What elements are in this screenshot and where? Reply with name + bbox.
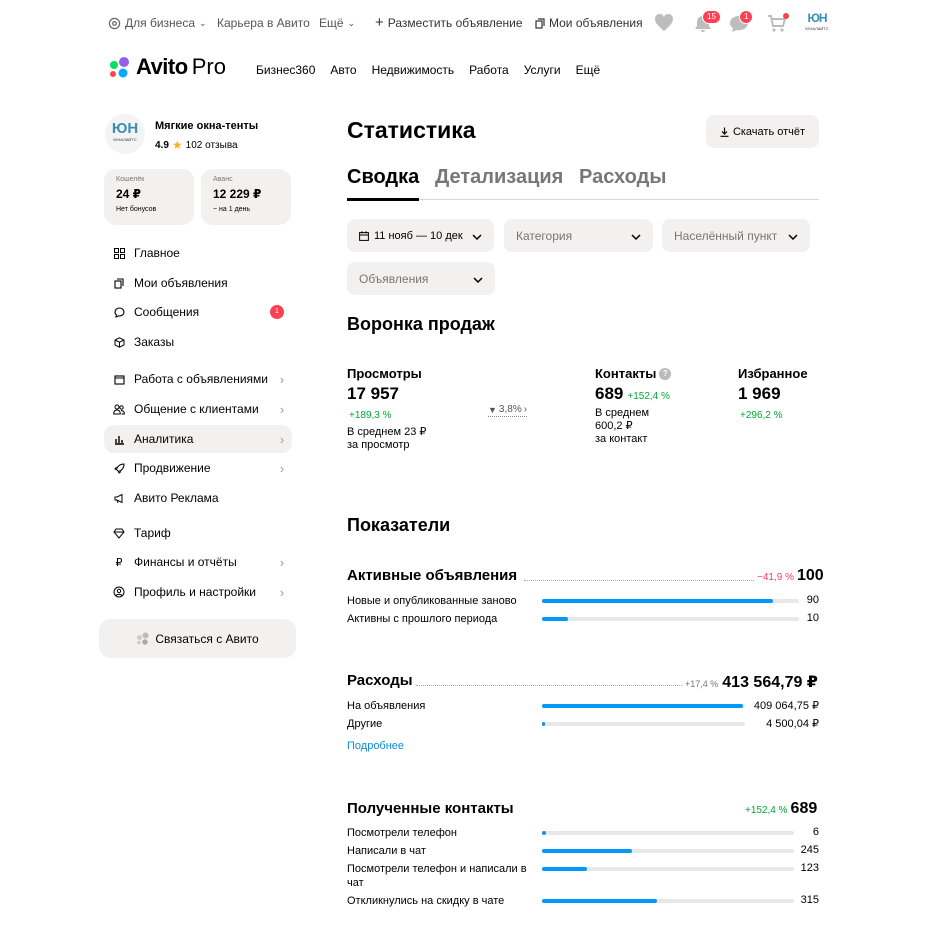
chevron-right-icon: › — [279, 371, 285, 387]
download-report-button[interactable] — [706, 115, 819, 148]
profile-name[interactable]: Мягкие окна-тенты — [155, 120, 259, 132]
chevron-right-icon: › — [279, 431, 285, 447]
contacts-change: +152,4 % — [627, 391, 670, 402]
rocket-icon — [114, 463, 125, 474]
avatar-sub: ЮНАЛАЙТС — [805, 26, 829, 31]
indicator-row-label: Посмотрели телефон и написали в чат — [347, 863, 527, 889]
profile-logo-text: ЮН — [111, 120, 139, 137]
sidebar-item-label: Сообщения — [134, 305, 200, 319]
profile-rating[interactable] — [155, 138, 238, 152]
sidebar-item-profile[interactable] — [104, 578, 292, 606]
copy-icon — [114, 278, 124, 289]
indicator-bar-track — [542, 899, 794, 903]
sidebar-item-finance[interactable] — [104, 548, 292, 576]
indicator-row-label: Откликнулись на скидку в чате — [347, 895, 505, 907]
funnel-title: Воронка продаж — [347, 314, 495, 334]
nav-auto[interactable]: Авто — [330, 63, 357, 77]
nav-realty[interactable]: Недвижимость — [371, 63, 455, 77]
contacts-avg-line3: за контакт — [595, 433, 648, 445]
views-value: 17 957 — [347, 384, 399, 403]
sidebar-item-label: Мои объявления — [134, 276, 228, 290]
download-report-label: Скачать отчёт — [732, 125, 806, 138]
date-range-value: 11 нояб — 10 дек — [374, 229, 463, 242]
main-nav — [256, 63, 600, 77]
sidebar-item-my-ads[interactable] — [104, 269, 292, 297]
ruble-icon: ₽ — [115, 556, 123, 569]
tab-details[interactable]: Детализация — [435, 166, 564, 188]
indicator-bar-fill — [542, 849, 632, 853]
indicator-row-label: Посмотрели телефон — [347, 827, 457, 839]
page-title: Статистика — [347, 117, 476, 143]
sidebar-item-orders[interactable] — [104, 328, 292, 356]
indicator-bar-fill — [542, 704, 743, 708]
sidebar-item-label: Тариф — [134, 526, 171, 540]
city-placeholder: Населённый пункт — [674, 228, 778, 243]
indicator-row-value: 10 — [806, 612, 819, 624]
users-icon — [113, 404, 125, 415]
avatar-text: ЮН — [807, 11, 827, 25]
wallet-card[interactable] — [104, 169, 194, 225]
nav-jobs[interactable]: Работа — [469, 63, 509, 77]
advance-amount: 12 229 ₽ — [213, 187, 262, 201]
star-icon: ★ — [171, 138, 183, 152]
sidebar-item-promotion[interactable] — [104, 454, 292, 482]
download-icon — [720, 127, 729, 137]
indicator-row-value: 315 — [800, 894, 819, 906]
advance-label: Аванс — [213, 176, 233, 183]
conversion-value: 3,8% — [498, 404, 522, 415]
views-change: +189,3 % — [349, 410, 392, 421]
logo-pro: Pro — [191, 54, 226, 79]
folder-icon — [114, 374, 125, 385]
filter-funnel-icon: ▼ — [488, 404, 497, 415]
indicator-row-value: 4 500,04 ₽ — [766, 718, 819, 730]
plus-icon: + — [375, 14, 384, 31]
profile-logo[interactable] — [105, 114, 145, 154]
indicator-bar-track — [542, 849, 794, 853]
wallet-note: Нет бонусов — [116, 206, 157, 213]
indicator-bar-track — [542, 599, 799, 603]
favorites-change: +296,2 % — [740, 410, 783, 421]
post-ad-label: Разместить объявление — [387, 16, 523, 30]
indicator-row-value: 90 — [806, 594, 819, 606]
my-ads-link[interactable] — [535, 16, 643, 30]
chevron-right-icon: › — [279, 401, 285, 417]
bar-chart-icon — [114, 434, 125, 445]
chevron-right-icon: › — [279, 460, 285, 476]
sidebar-item-ads-platform[interactable] — [104, 484, 292, 512]
help-icon[interactable]: ? — [659, 368, 671, 380]
contacts-avg-line1: В среднем — [595, 407, 650, 419]
indicators-title: Показатели — [347, 515, 451, 535]
contact-avito-button[interactable] — [99, 619, 296, 658]
indicator-bar-fill — [542, 599, 773, 603]
messages-button[interactable] — [729, 12, 751, 34]
indicator-row-label: Другие — [347, 718, 383, 730]
indicator-row-label: Новые и опубликованные заново — [347, 595, 517, 607]
favorites-value: 1 969 — [738, 384, 781, 403]
calendar-icon — [359, 231, 369, 241]
expenses-summary — [685, 672, 818, 692]
indicator-row-value: 409 064,75 ₽ — [753, 700, 819, 712]
indicator-bar-track — [542, 617, 799, 621]
rating-value: 4.9 — [155, 139, 169, 151]
views-label: Просмотры — [347, 366, 422, 381]
active-ads-summary — [757, 567, 824, 585]
messages-count-badge: 1 — [270, 305, 284, 319]
indicator-row-value: 245 — [800, 844, 819, 856]
category-placeholder: Категория — [516, 228, 573, 243]
contacts-received-total: 689 — [790, 800, 818, 817]
contact-avito-label: Связаться с Авито — [155, 631, 259, 646]
sidebar-item-label: Финансы и отчёты — [134, 555, 237, 569]
indicator-bar-track — [542, 867, 794, 871]
avito-dots-icon — [108, 56, 132, 78]
category-filter[interactable] — [504, 219, 653, 252]
indicator-bar-track — [542, 722, 745, 726]
my-ads-label: Мои объявления — [549, 16, 643, 30]
favorites-heart-icon[interactable] — [654, 13, 674, 32]
sidebar-item-label: Работа с объявлениями — [134, 372, 268, 386]
diamond-icon — [113, 528, 125, 539]
indicator-row-value: 6 — [812, 826, 819, 838]
chat-bubble-icon — [114, 307, 125, 318]
indicator-row-label: На объявления — [347, 700, 426, 712]
expenses-title: Расходы — [347, 672, 413, 689]
chevron-down-icon — [473, 272, 483, 286]
globe-icon — [108, 17, 121, 30]
expenses-change: +17,4 % — [685, 679, 719, 689]
advance-note: ~ на 1 день — [213, 206, 251, 213]
sidebar-item-messages[interactable] — [104, 298, 292, 326]
indicator-bar-track — [542, 831, 794, 835]
contacts-received-summary — [745, 800, 817, 818]
career-link[interactable]: Карьера в Авито — [217, 16, 310, 30]
sidebar-item-home[interactable] — [104, 239, 292, 267]
indicator-row-value: 123 — [800, 862, 819, 874]
active-ads-change: −41,9 % — [757, 572, 794, 583]
chevron-down-icon: ⌄ — [347, 17, 356, 28]
chevron-right-icon: › — [523, 404, 528, 415]
nav-business360[interactable]: Бизнес360 — [256, 63, 316, 77]
contacts-label: Контакты — [595, 366, 657, 381]
active-tab-underline — [347, 198, 419, 201]
tab-expenses[interactable]: Расходы — [579, 166, 667, 188]
expenses-more-link[interactable]: Подробнее — [347, 740, 405, 752]
avito-pro-logo[interactable] — [108, 54, 226, 80]
cart-button[interactable] — [767, 13, 789, 35]
indicator-bar-fill — [542, 722, 545, 726]
sidebar-item-tariff[interactable] — [104, 519, 292, 547]
expenses-total: 413 564,79 ₽ — [722, 674, 818, 691]
for-business-label: Для бизнеса — [125, 16, 196, 30]
active-ads-title: Активные объявления — [347, 567, 518, 584]
box-icon — [114, 337, 125, 348]
contacts-metric — [595, 366, 671, 446]
indicator-row-label: Написали в чат — [347, 845, 426, 857]
indicator-bar-fill — [542, 899, 657, 903]
notifications-badge: 15 — [702, 10, 721, 24]
sidebar-item-label: Главное — [134, 246, 180, 260]
leader-dots — [524, 580, 754, 581]
top-more-label: Ещё — [319, 16, 344, 30]
megaphone-icon — [114, 493, 125, 504]
post-ad-link[interactable] — [375, 16, 523, 30]
chevron-down-icon: ⌄ — [199, 17, 207, 28]
ads-placeholder: Объявления — [359, 271, 429, 286]
tab-summary[interactable]: Сводка — [347, 166, 420, 188]
sidebar-item-label: Заказы — [134, 335, 175, 349]
chevron-down-icon — [631, 229, 641, 243]
ads-filter[interactable] — [347, 262, 495, 295]
top-more-link[interactable] — [319, 16, 355, 30]
indicator-bar-fill — [542, 617, 568, 621]
chevron-right-icon: › — [279, 584, 285, 600]
indicator-bar-fill — [542, 867, 587, 871]
date-range-filter[interactable] — [347, 219, 494, 252]
wallet-amount: 24 ₽ — [116, 187, 142, 201]
active-ads-total: 100 — [796, 567, 824, 584]
sidebar-item-clients[interactable] — [104, 395, 292, 423]
sidebar-item-label: Продвижение — [134, 461, 211, 475]
views-metric — [347, 366, 426, 452]
sidebar-item-analytics[interactable] — [104, 425, 292, 453]
contacts-received-title: Полученные контакты — [347, 800, 514, 817]
sidebar-item-label: Профиль и настройки — [134, 585, 256, 599]
grid-icon — [114, 248, 125, 259]
user-avatar[interactable] — [805, 10, 829, 34]
nav-services[interactable]: Услуги — [523, 63, 561, 77]
sidebar-item-label: Авито Реклама — [134, 491, 219, 505]
indicator-bar-fill — [542, 831, 546, 835]
messages-badge: 1 — [739, 10, 753, 24]
advance-card[interactable] — [201, 169, 291, 225]
leader-dots — [416, 685, 682, 686]
cart-dot — [783, 13, 789, 19]
copy-icon — [535, 18, 545, 29]
notifications-button[interactable] — [693, 12, 715, 34]
for-business-link[interactable] — [108, 16, 207, 30]
indicator-row-label: Активны с прошлого периода — [347, 613, 498, 625]
city-filter[interactable] — [662, 219, 810, 252]
user-circle-icon — [113, 586, 125, 598]
sidebar-item-ads-work[interactable] — [104, 365, 292, 393]
sidebar-item-label: Аналитика — [134, 432, 194, 446]
favorites-label: Избранное — [738, 366, 808, 381]
views-avg-line1: В среднем 23 ₽ — [347, 426, 427, 438]
contacts-received-change: +152,4 % — [745, 805, 788, 816]
reviews-count: 102 отзыва — [185, 139, 238, 151]
logo-main: Avito — [136, 54, 188, 79]
contacts-avg-line2: 600,2 ₽ — [595, 420, 633, 432]
nav-more[interactable]: Ещё — [575, 63, 601, 77]
sidebar-item-label: Общение с клиентами — [134, 402, 259, 416]
wallet-label: Кошелёк — [116, 176, 145, 183]
chevron-right-icon: › — [279, 554, 285, 570]
favorites-metric — [738, 366, 808, 421]
profile-logo-sub: ЮНАЛАЙТС — [113, 137, 137, 142]
chevron-down-icon — [788, 229, 798, 243]
conversion-link[interactable] — [488, 404, 527, 417]
indicator-bar-track — [542, 704, 745, 708]
avito-dots-grey-icon — [136, 632, 150, 645]
chevron-down-icon — [472, 229, 482, 243]
views-avg-line2: за просмотр — [347, 439, 410, 451]
contacts-value: 689 — [595, 384, 624, 403]
